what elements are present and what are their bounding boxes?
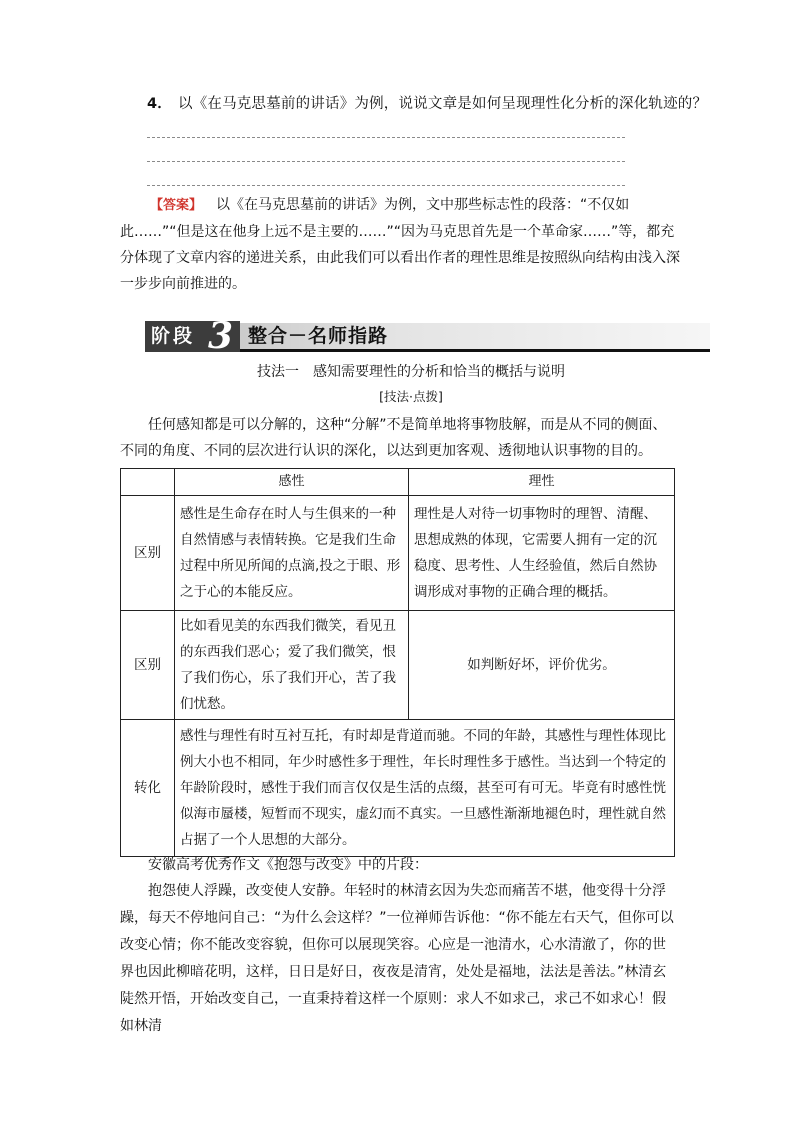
answer-line-1 [147,137,625,138]
table-row [121,496,675,611]
table-cell: 如判断好坏，评价优劣。 [409,611,675,720]
question-number: 4． [147,96,172,112]
stage-label: 阶段 [151,325,196,347]
table-cell: 比如看见美的东西我们微笑，看见丑的东西我们恶心；爱了我们微笑，恨了我们伤心，乐了我们开心，苦了我们忧愁。 [175,611,409,720]
answer-block [120,192,680,297]
question-text: 以《在马克思墓前的讲话》为例，说说文章是如何呈现理性化分析的深化轨迹的？ [178,96,708,112]
table-header-cell: 理性 [409,469,675,496]
intro-paragraph: 任何感知都是可以分解的，这种“分解”不是简单地将事物肢解，而是从不同的侧面、不同的角度、不同的层次进行认识的深化，以达到更加客观、透彻地认识事物的目的。 [120,417,667,459]
table-header-cell [121,469,175,496]
method-title: 技法一 感知需要理性的分析和恰当的概括与说明 [257,364,565,380]
row-label: 区别 [121,611,175,720]
row-label: 转化 [121,720,175,857]
answer-tag: 【答案】 [150,198,203,213]
answer-line-3 [147,185,625,186]
table-header-row [121,469,675,496]
section-title: 整合－名师指路 [248,325,389,347]
table-cell: 感性是生命存在时人与生俱来的一种自然情感与表情转换。它是我们生命过程中所见所闻的点滴,投之于眼、形之于心的本能反应。 [175,496,409,611]
essay-intro: 安徽高考优秀作文《抱怨与改变》中的片段： [148,857,428,873]
table-cell: 感性与理性有时互衬互托，有时却是背道而驰。不同的年龄，其感性与理性体现比例大小也不相同，年少时感性多于理性，年长时理性多于感性。当达到一个特定的年龄阶段时，感性于我们而言仅仅是生活的点缀，甚至可有可无。毕竟有时感性恍似海市蜃楼，短暂而不现实，虚幻而不真实。一旦感性渐渐地褪色时，理性就自然占据了一个人思想的大部分。 [175,720,675,857]
section-banner [145,315,710,357]
answer-text: 以《在马克思墓前的讲话》为例，文中那些标志性的段落：“不仅如此……”“但是这在他身上远不是主要的……”“因为马克思首先是一个革命家……”等，都充分体现了文章内容的递进关系，由此我们可以看出作者的理性思维是按照纵向结构由浅入深一步步向前推进的。 [120,197,680,292]
comparison-table [120,468,675,857]
row-label: 区别 [121,496,175,611]
answer-line-2 [147,161,625,162]
stage-number: 3 [208,315,234,357]
table-cell: 理性是人对待一切事物时的理智、清醒、思想成熟的体现，它需要人拥有一定的沉稳度、思考性、人生经验值，然后自然协调形成对事物的正确合理的概括。 [409,496,675,611]
table-row [121,720,675,857]
question-4 [147,92,707,113]
essay-excerpt: 抱怨使人浮躁，改变使人安静。年轻时的林清玄因为失恋而痛苦不堪，他变得十分浮躁，每天不停地问自己：“为什么会这样？”一位禅师告诉他：“你不能左右天气，但你可以改变心情；你不能改变容貌，但你可以展现笑容。心应是一池清水，心水清澈了，你的世界也因此柳暗花明，这样，日日是好日，夜夜是清宵，处处是福地，法法是善法。”林清玄陡然开悟，开始改变自己，一直秉持着这样一个原则：求人不如求己，求己不如求心！假如林清 [120,883,674,1034]
table-row [121,611,675,720]
table-header-cell: 感性 [175,469,409,496]
method-subtitle: [技法·点拨] [379,389,443,404]
stage-badge [145,315,240,357]
